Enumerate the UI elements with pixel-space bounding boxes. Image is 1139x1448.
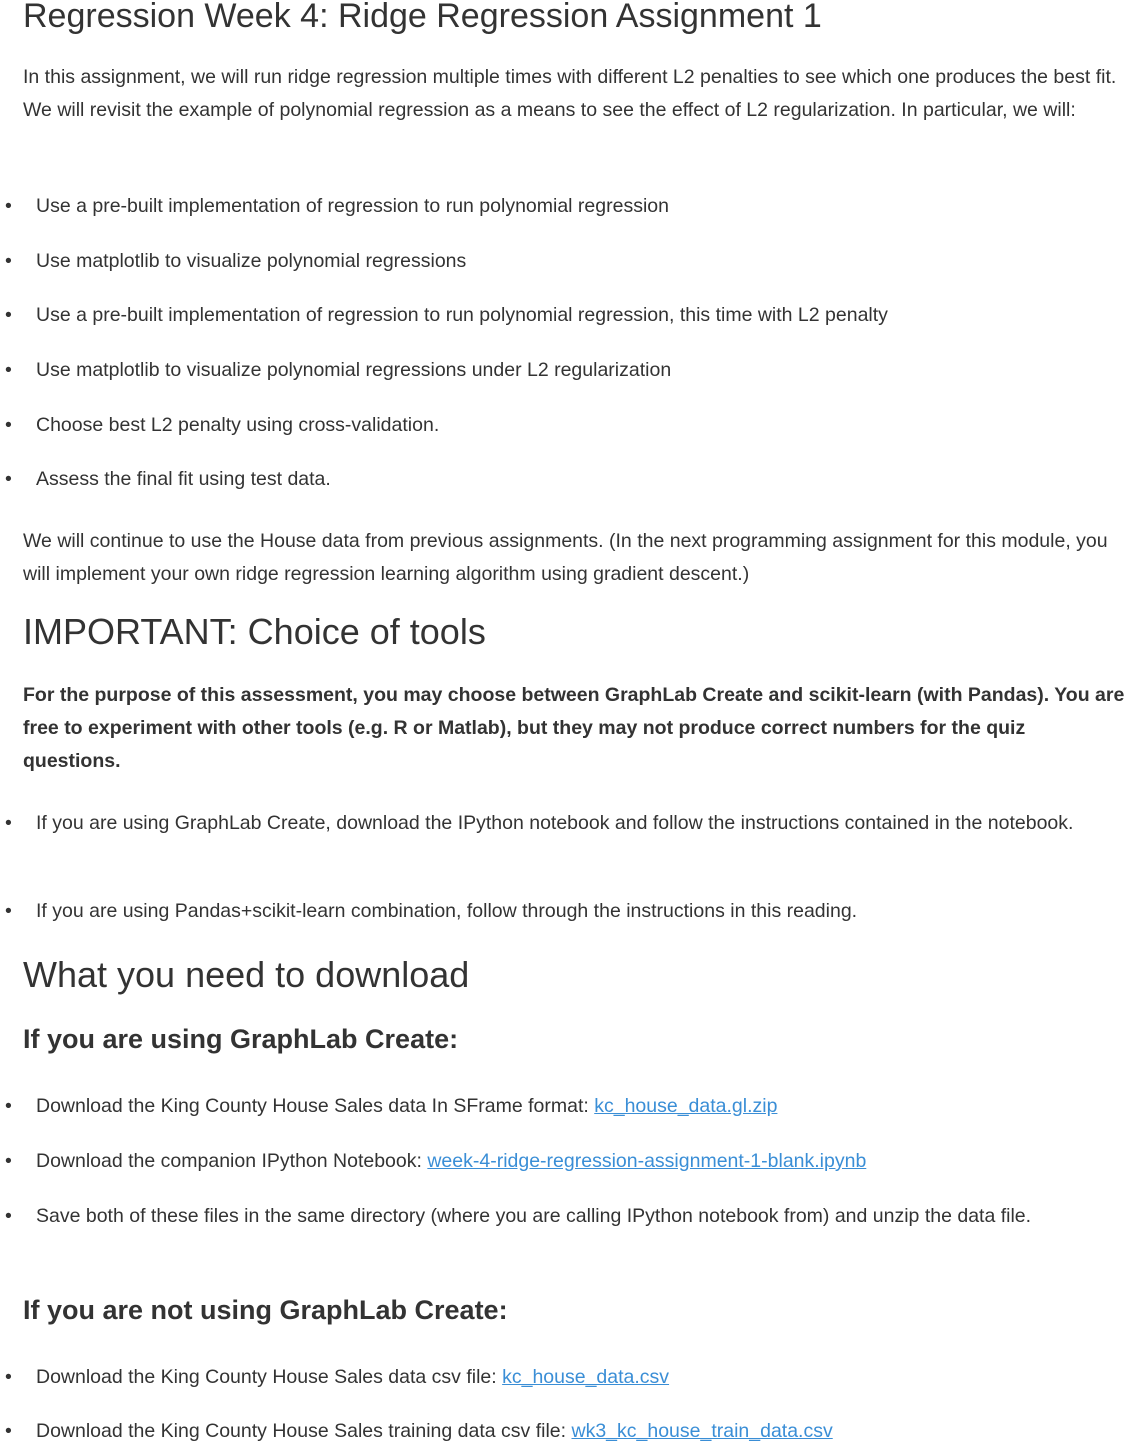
tools-item-text: If you are using Pandas+scikit-learn combination, follow through the instructions in this reading. bbox=[36, 900, 858, 922]
intro-paragraph: In this assignment, we will run ridge regression multiple times with different L2 penalties to see which one produces the best fit. We will revisit the example of polynomial regression as a means to see the effect of L2 regularization. In particular, we will: bbox=[23, 66, 1117, 121]
tools-heading: IMPORTANT: Choice of tools bbox=[23, 611, 486, 652]
download-item bbox=[36, 1415, 1121, 1448]
tools-note: For the purpose of this assessment, you may choose between GraphLab Create and scikit-learn (with Pandas). You are free to experiment with other tools (e.g. R or Matlab), but they may not produce correct numbers for the quiz questions. bbox=[23, 684, 1125, 772]
kc-house-data-csv-link[interactable]: kc_house_data.csv bbox=[502, 1366, 670, 1388]
download-item-text: Download the King County House Sales data csv file: bbox=[36, 1366, 503, 1388]
download-item-text: Download the King County House Sales training data csv file: bbox=[36, 1420, 572, 1442]
goal-text: Use a pre-built implementation of regression to run polynomial regression, this time with L2 penalty bbox=[36, 304, 888, 326]
goal-text: Choose best L2 penalty using cross-validation. bbox=[36, 414, 440, 436]
continue-paragraph: We will continue to use the House data from previous assignments. (In the next programming assignment for this module, you will implement your own ridge regression learning algorithm using gradient descent.) bbox=[23, 530, 1108, 585]
tools-item-text: If you are using GraphLab Create, download the IPython notebook and follow the instructions contained in the notebook. bbox=[36, 812, 1074, 834]
graphlab-heading: If you are using GraphLab Create: bbox=[23, 1024, 459, 1054]
download-item bbox=[36, 1090, 1121, 1123]
bullet-icon: • bbox=[5, 1366, 12, 1388]
bullet-icon: • bbox=[5, 414, 12, 436]
other-heading: If you are not using GraphLab Create: bbox=[23, 1295, 508, 1325]
kc-house-data-gl-zip-link[interactable]: kc_house_data.gl.zip bbox=[594, 1095, 778, 1117]
bullet-icon: • bbox=[5, 1095, 12, 1117]
goal-text: Use a pre-built implementation of regression to run polynomial regression bbox=[36, 195, 669, 217]
bullet-icon: • bbox=[5, 304, 12, 326]
download-item-text: Save both of these files in the same directory (where you are calling IPython notebook from) and unzip the data file. bbox=[36, 1205, 1032, 1227]
download-item bbox=[36, 1145, 1121, 1178]
goal-text: Assess the final fit using test data. bbox=[36, 468, 331, 490]
goal-text: Use matplotlib to visualize polynomial regressions bbox=[36, 250, 467, 272]
bullet-icon: • bbox=[5, 1420, 12, 1442]
download-item-text: Download the companion IPython Notebook: bbox=[36, 1150, 428, 1172]
bullet-icon: • bbox=[5, 195, 12, 217]
download-item-text: Download the King County House Sales data In SFrame format: bbox=[36, 1095, 595, 1117]
bullet-icon: • bbox=[5, 468, 12, 490]
train-data-csv-link[interactable]: wk3_kc_house_train_data.csv bbox=[571, 1420, 833, 1442]
bullet-icon: • bbox=[5, 359, 12, 381]
bullet-icon: • bbox=[5, 1205, 12, 1227]
notebook-link[interactable]: week-4-ridge-regression-assignment-1-blank.ipynb bbox=[427, 1150, 867, 1172]
bullet-icon: • bbox=[5, 250, 12, 272]
goal-text: Use matplotlib to visualize polynomial regressions under L2 regularization bbox=[36, 359, 672, 381]
download-heading: What you need to download bbox=[23, 954, 470, 995]
bullet-icon: • bbox=[5, 812, 12, 834]
download-item bbox=[36, 1361, 1121, 1394]
page-title: Regression Week 4: Ridge Regression Assignment 1 bbox=[23, 0, 822, 35]
bullet-icon: • bbox=[5, 900, 12, 922]
bullet-icon: • bbox=[5, 1150, 12, 1172]
